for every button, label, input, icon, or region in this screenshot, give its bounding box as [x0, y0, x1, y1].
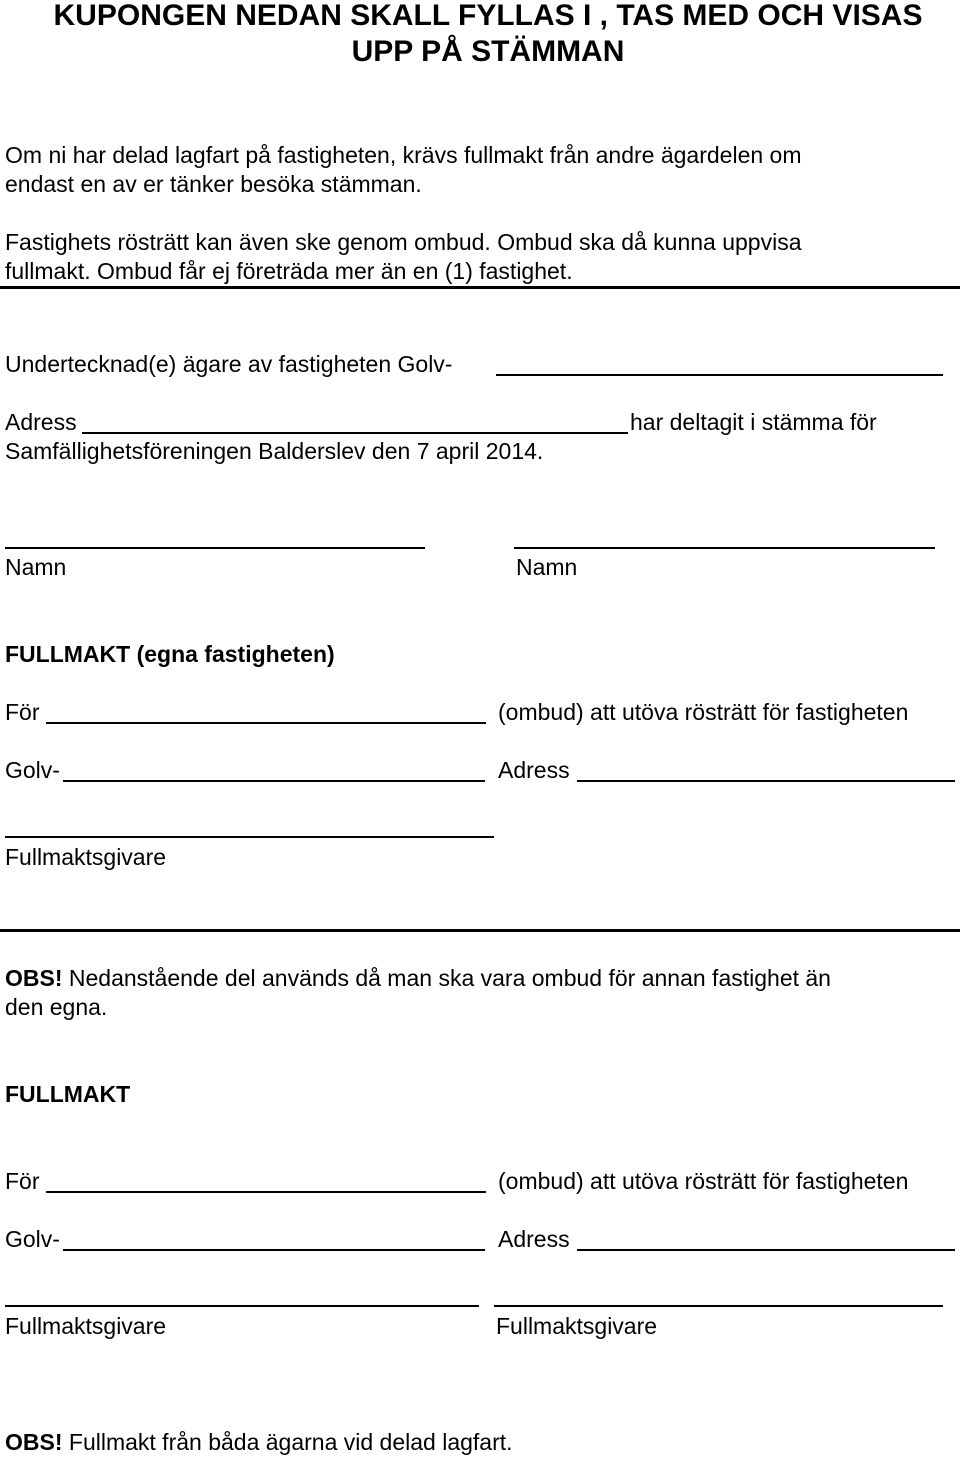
- address-label: Adress: [5, 409, 77, 435]
- proxy-other-heading: FULLMAKT: [5, 1081, 131, 1107]
- proxy-other-address-field[interactable]: [577, 1249, 955, 1251]
- name-label-2: Namn: [516, 554, 578, 580]
- proxy-own-for-field[interactable]: [46, 722, 486, 724]
- proxy-own-grantor-label: Fullmaktsgivare: [5, 844, 167, 870]
- owner-property-field[interactable]: [496, 374, 943, 376]
- name-field-2[interactable]: [514, 547, 935, 549]
- proxy-other-signature-field-1[interactable]: [5, 1305, 479, 1307]
- intro-line-4: fullmakt. Ombud får ej företräda mer än en (1) fastighet.: [5, 258, 573, 284]
- notice-1-line-1: [5, 964, 831, 993]
- participated-text: har deltagit i stämma för: [630, 409, 877, 435]
- proxy-other-address-label: Adress: [498, 1226, 570, 1252]
- proxy-other-for-label: För: [5, 1168, 40, 1194]
- notice-2-bold: OBS!: [5, 1429, 63, 1455]
- notice-1-bold: OBS!: [5, 965, 63, 991]
- proxy-own-golv-label: Golv-: [5, 757, 60, 783]
- intro-line-3: Fastighets rösträtt kan även ske genom ombud. Ombud ska då kunna uppvisa: [5, 229, 802, 255]
- proxy-own-for-label: För: [5, 699, 40, 725]
- page-title: KUPONGEN NEDAN SKALL FYLLAS I , TAS MED OCH VISAS UPP PÅ STÄMMAN: [53, 0, 923, 68]
- intro-line-1: Om ni har delad lagfart på fastigheten, krävs fullmakt från andre ägardelen om: [5, 142, 802, 168]
- section-divider: [0, 286, 960, 289]
- notice-2: [5, 1428, 513, 1457]
- proxy-other-grantor-label-2: Fullmaktsgivare: [496, 1313, 658, 1339]
- owner-label: Undertecknad(e) ägare av fastigheten Golv-: [5, 351, 453, 377]
- association-text: Samfällighetsföreningen Balderslev den 7 april 2014.: [5, 438, 544, 464]
- proxy-own-signature-field[interactable]: [5, 836, 494, 838]
- proxy-own-heading: FULLMAKT (egna fastigheten): [5, 641, 335, 667]
- proxy-own-ombud-text: (ombud) att utöva rösträtt för fastigheten: [498, 699, 909, 725]
- proxy-other-grantor-label-1: Fullmaktsgivare: [5, 1313, 167, 1339]
- proxy-other-ombud-text: (ombud) att utöva rösträtt för fastigheten: [498, 1168, 909, 1194]
- name-label-1: Namn: [5, 554, 67, 580]
- notice-1-text: Nedanstående del används då man ska vara ombud för annan fastighet än: [62, 965, 831, 991]
- proxy-own-address-field[interactable]: [577, 780, 955, 782]
- proxy-own-address-label: Adress: [498, 757, 570, 783]
- address-field[interactable]: [82, 432, 628, 434]
- notice-1-line-2: den egna.: [5, 994, 108, 1020]
- notice-2-text: Fullmakt från båda ägarna vid delad lagfart.: [62, 1429, 513, 1455]
- proxy-other-golv-field[interactable]: [63, 1249, 485, 1251]
- proxy-other-golv-label: Golv-: [5, 1226, 60, 1252]
- name-field-1[interactable]: [5, 547, 425, 549]
- proxy-other-signature-field-2[interactable]: [494, 1305, 943, 1307]
- section-divider: [0, 929, 960, 932]
- proxy-own-golv-field[interactable]: [63, 780, 485, 782]
- intro-line-2: endast en av er tänker besöka stämman.: [5, 171, 422, 197]
- proxy-other-for-field[interactable]: [46, 1191, 486, 1193]
